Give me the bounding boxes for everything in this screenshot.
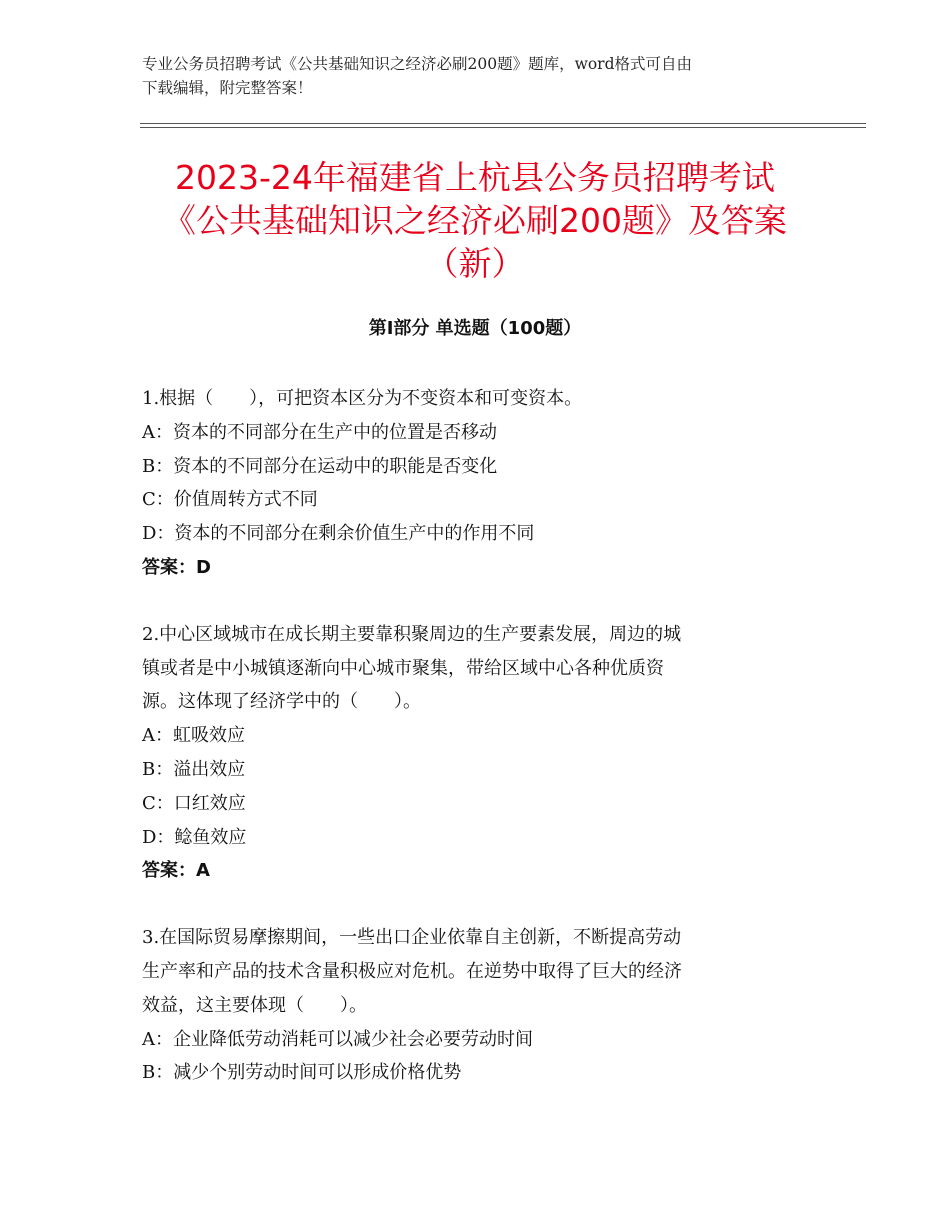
header-note-line: 下载编辑，附完整答案！ [142,79,313,97]
option-b: B：减少个别劳动时间可以形成价格优势 [142,1062,462,1084]
question-2 [142,618,812,888]
question-stem-line: 源。这体现了经济学中的（ ）。 [142,691,421,713]
question-stem-line: 效益，这主要体现（ ）。 [142,994,367,1016]
option-d: D：鲶鱼效应 [142,826,247,848]
question-3 [142,921,812,1090]
question-stem-line: 生产率和产品的技术含量积极应对危机。在逆势中取得了巨大的经济 [142,960,682,982]
header-divider [140,127,866,128]
question-1 [142,382,812,585]
option-c: C：口红效应 [142,792,246,814]
option-a: A：资本的不同部分在生产中的位置是否移动 [142,421,497,443]
option-a: A：企业降低劳动消耗可以减少社会必要劳动时间 [142,1028,533,1050]
header-note-line: 专业公务员招聘考试《公共基础知识之经济必刷200题》题库，word格式可自由 [142,55,693,73]
question-stem-line: 镇或者是中小城镇逐渐向中心城市聚集，带给区域中心各种优质资 [142,657,664,679]
section-title: 第Ⅰ部分 单选题（100题） [368,318,582,339]
option-a: A：虹吸效应 [142,725,245,747]
title-line: 《公共基础知识之经济必刷200题》及答案 [163,201,787,240]
question-stem-line: 2.中心区域城市在成长期主要靠积聚周边的生产要素发展，周边的城 [142,623,682,645]
option-b: B：溢出效应 [142,758,246,780]
answer-line: 答案：D [142,556,211,578]
title-line: （新） [425,244,525,283]
question-stem-line: 3.在国际贸易摩擦期间，一些出口企业依靠自主创新，不断提高劳动 [142,927,682,949]
header-note [142,52,812,100]
document-title [100,156,850,285]
title-line: 2023-24年福建省上杭县公务员招聘考试 [175,158,775,197]
option-c: C：价值周转方式不同 [142,489,318,511]
option-d: D：资本的不同部分在剩余价值生产中的作用不同 [142,523,535,545]
question-list [142,382,812,1123]
answer-line: 答案：A [142,860,210,882]
option-b: B：资本的不同部分在运动中的职能是否变化 [142,455,498,477]
header-divider [140,123,866,124]
question-stem: 1.根据（ ），可把资本区分为不变资本和可变资本。 [142,388,583,409]
